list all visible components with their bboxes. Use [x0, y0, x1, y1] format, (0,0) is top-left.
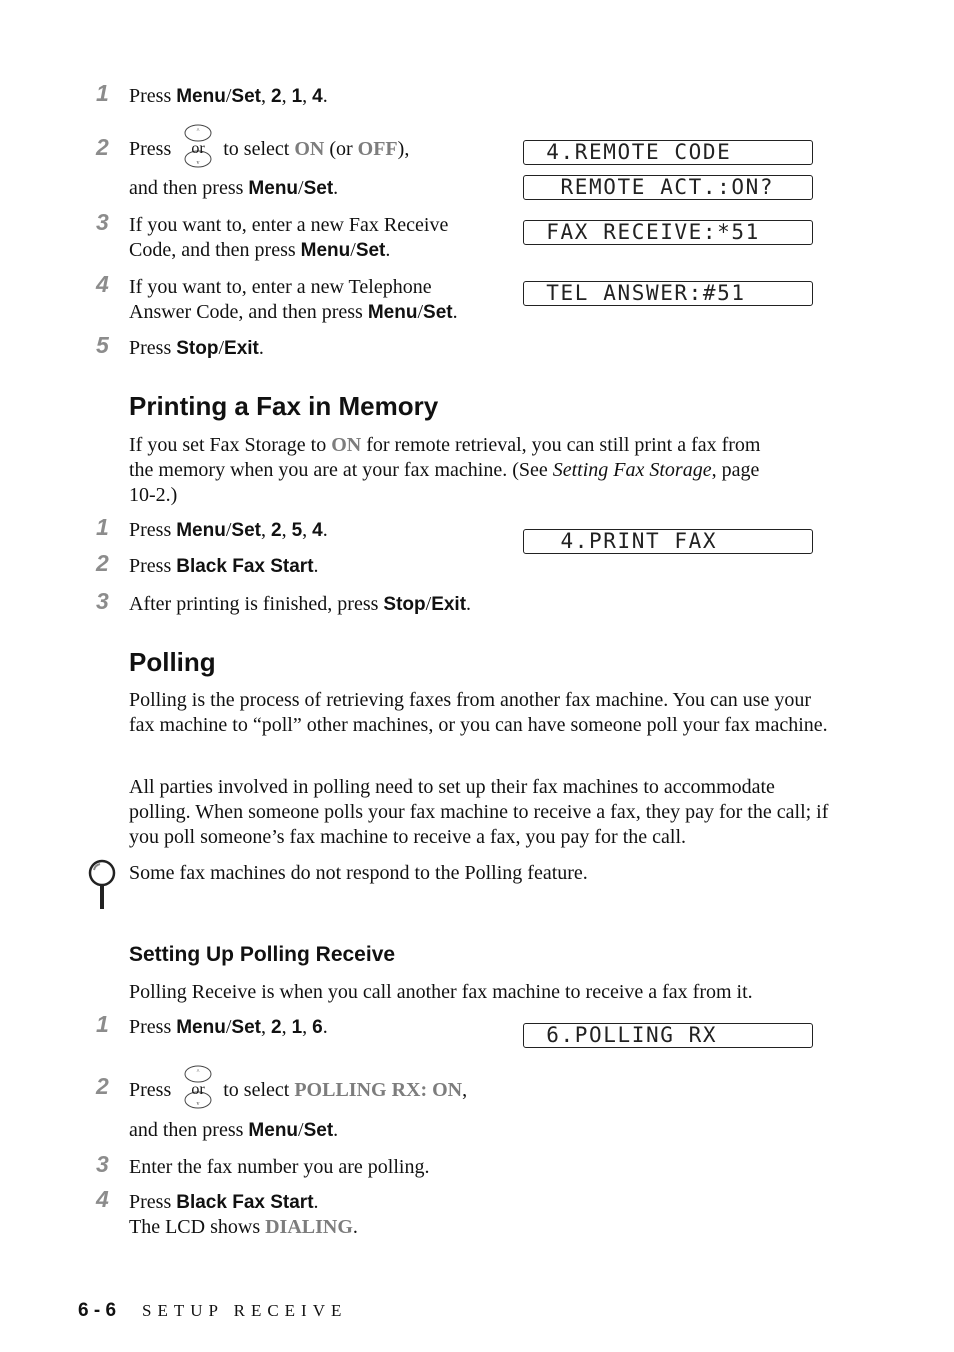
lcd-display: 4.REMOTE CODE — [523, 140, 813, 165]
step-number: 3 — [96, 588, 109, 614]
step-number: 2 — [96, 1073, 109, 1099]
step-text: and then press Menu/Set. — [129, 177, 339, 199]
step-text: Press Black Fax Start. — [129, 555, 319, 577]
step-text: Press Menu/Set, 2, 1, 4. — [129, 85, 328, 107]
lcd-display: REMOTE ACT.:ON? — [523, 175, 813, 200]
step-text: and then press Menu/Set. — [129, 1119, 339, 1141]
step-text: If you want to, enter a new Fax Receive Code, and then press Menu/Set. — [129, 214, 449, 261]
lcd-display: 4.PRINT FAX — [523, 529, 813, 554]
step-text: Press Black Fax Start. The LCD shows DIALING. — [129, 1191, 358, 1238]
subsection-heading: Setting Up Polling Receive — [129, 943, 396, 966]
step-number: 3 — [96, 1151, 109, 1177]
step-text: Press Menu/Set, 2, 5, 4. — [129, 519, 328, 541]
step-text: Enter the fax number you are polling. — [129, 1156, 430, 1178]
step-number: 3 — [96, 209, 109, 235]
note-text: Some fax machines do not respond to the Polling feature. — [129, 862, 588, 884]
paragraph: All parties involved in polling need to set up their fax machines to accommodate polling. When someone polls your fax machine to receive a fax, they pay for the call; if you poll someone’s fax machine to receive a fax, you pay for the call. — [129, 776, 829, 848]
step-number: 2 — [96, 550, 109, 576]
page-number: 6 - 6 — [78, 1300, 117, 1321]
lcd-display: TEL ANSWER:#51 — [523, 281, 813, 306]
svg-text:^: ^ — [196, 1069, 200, 1076]
or-label: or — [191, 140, 205, 158]
section-heading: Printing a Fax in Memory — [129, 391, 439, 421]
step-text: Press or ^ v to select POLLING RX: ON, — [129, 1065, 467, 1115]
up-down-arrow-icon — [181, 1064, 215, 1110]
step-text: Press or ^ v to select ON (or OFF), — [129, 124, 409, 174]
paragraph: If you set Fax Storage to ON for remote retrieval, you can still print a fax from the memory when you are at your fax machine. (See Setting Fax Storage, page 10-2.) — [129, 434, 761, 506]
lcd-display: 6.POLLING RX — [523, 1023, 813, 1048]
step-number: 4 — [96, 1186, 109, 1212]
step-text: Press Menu/Set, 2, 1, 6. — [129, 1016, 328, 1038]
step-number: 1 — [96, 1011, 109, 1037]
page-footer — [78, 1299, 347, 1322]
step-number: 1 — [96, 514, 109, 540]
step-text: After printing is finished, press Stop/Exit. — [129, 593, 472, 615]
step-number: 4 — [96, 271, 109, 297]
step-number: 1 — [96, 80, 109, 106]
paragraph: Polling Receive is when you call another fax machine to receive a fax from it. — [129, 981, 753, 1003]
paragraph: Polling is the process of retrieving faxes from another fax machine. You can use your fax machine to “poll” other machines, or you can have someone poll your fax machine. — [129, 689, 828, 736]
section-name: SETUP RECEIVE — [142, 1301, 348, 1320]
or-label: or — [191, 1081, 205, 1099]
step-text: Press Stop/Exit. — [129, 337, 264, 359]
up-down-arrow-icon — [181, 123, 215, 169]
step-number: 2 — [96, 134, 109, 160]
section-heading: Polling — [129, 647, 216, 677]
lcd-display: FAX RECEIVE:*51 — [523, 220, 813, 245]
svg-text:v: v — [196, 1101, 200, 1108]
step-number: 5 — [96, 332, 109, 358]
magnifier-note-icon — [88, 858, 118, 918]
step-text: If you want to, enter a new Telephone Answer Code, and then press Menu/Set. — [129, 276, 458, 323]
svg-text:v: v — [196, 160, 200, 167]
svg-text:^: ^ — [196, 128, 200, 135]
